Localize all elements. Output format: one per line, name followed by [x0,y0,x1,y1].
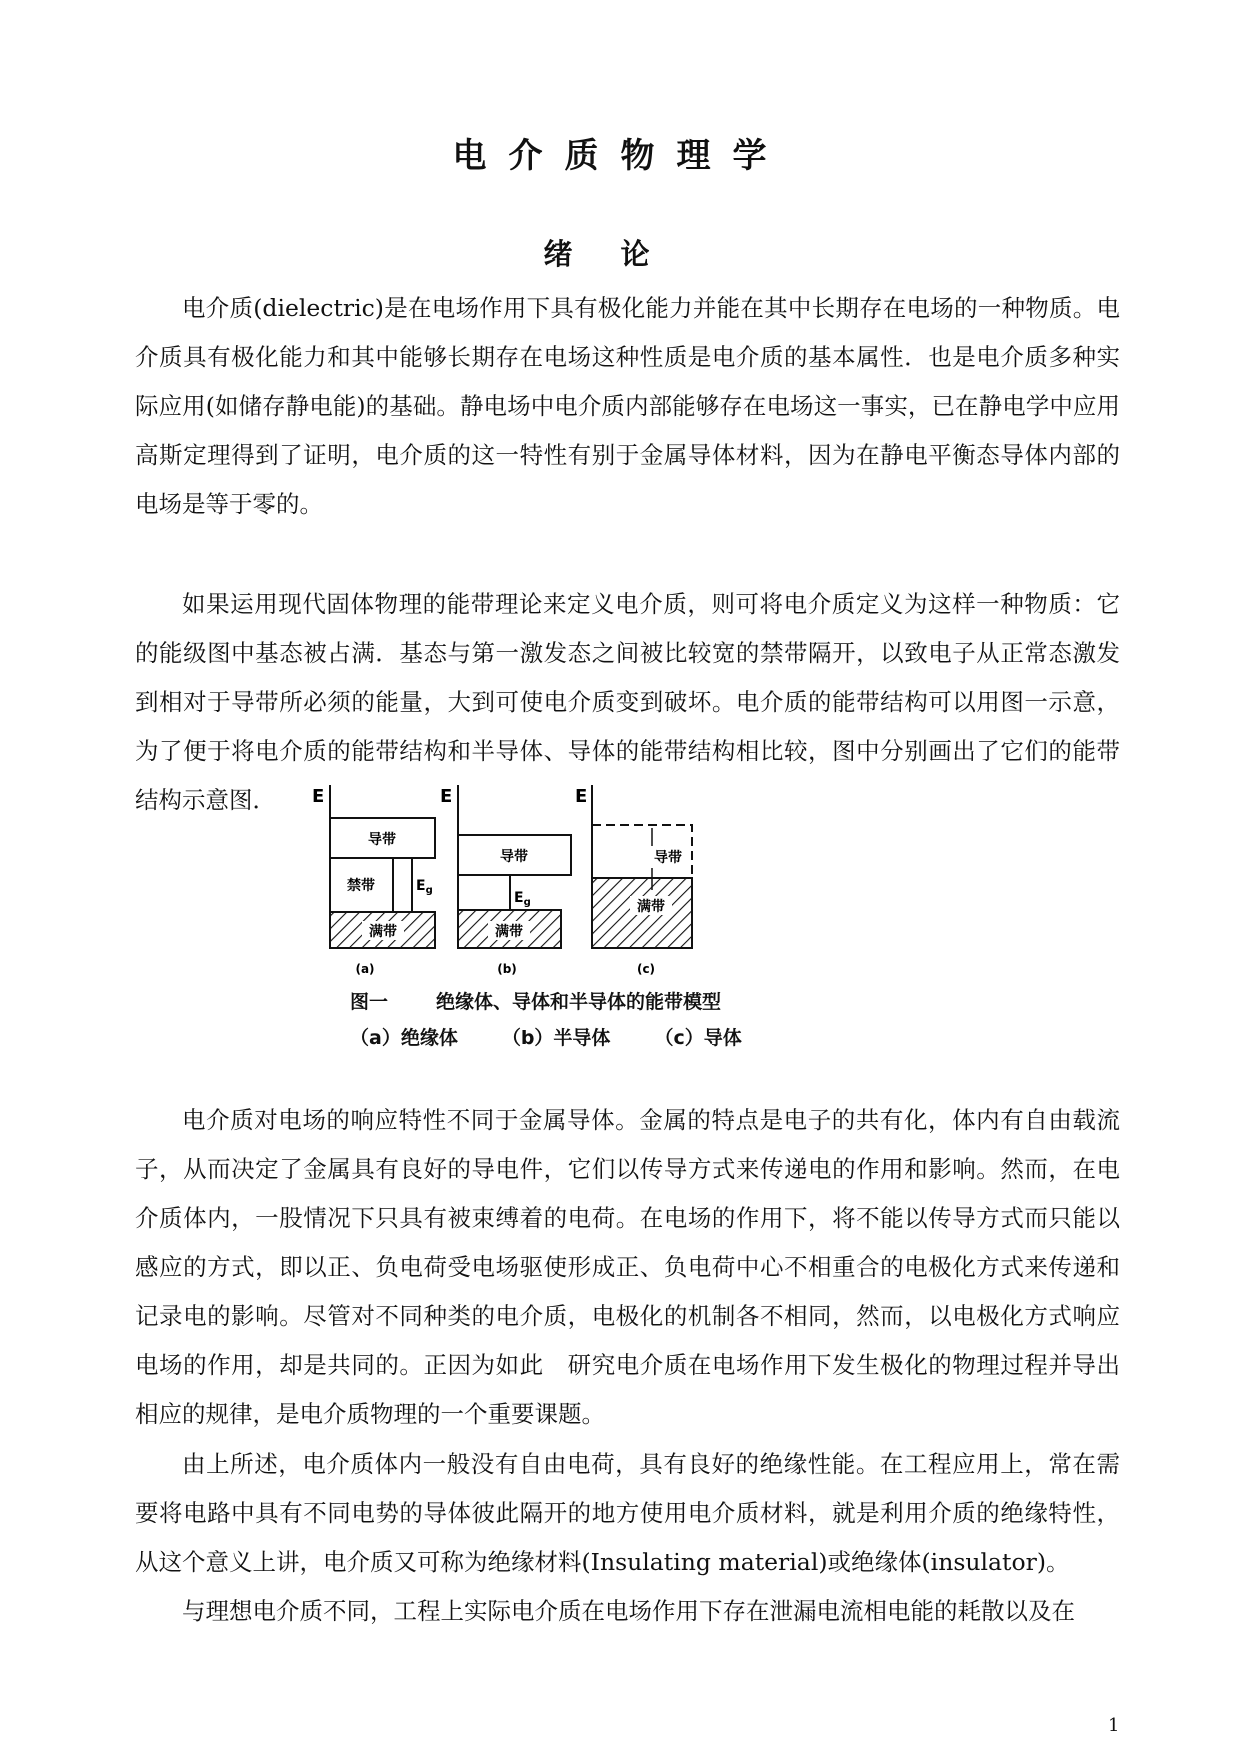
panel-b-conduction-label: 导带 [500,849,528,865]
panel-a-gap-label: $E_g$ [416,878,433,896]
section-heading: 绪论 [543,237,698,271]
caption-item-conductor: （c）导体 [654,1027,742,1049]
panel-a-conduction-label: 导带 [368,832,396,848]
document-title: 电介质物理学 [452,136,789,176]
panel-c-tag: (c) [636,962,656,976]
panel-b-gap-label: $E_g$ [514,890,531,908]
panel-c-axis-label: E [575,786,588,807]
panel-b-semiconductor [440,785,571,976]
panel-c-valence-label: 满带 [637,899,665,915]
caption-item-semiconductor: （b）半导体 [501,1027,611,1049]
energy-band-figure [300,780,800,1060]
panel-c-conduction-label: 导带 [654,850,682,866]
panel-b-valence-label: 满带 [495,924,523,940]
panel-a-valence-label: 满带 [369,924,397,940]
panel-a-insulator [312,785,435,976]
panel-b-tag: (b) [497,962,517,976]
panel-a-axis-label: E [312,786,325,807]
paragraph-4: 由上所述，电介质体内一般没有自由电荷，具有良好的绝缘性能。在工程应用上，常在需要将电路中具有不同电势的导体彼此隔开的地方使用电介质材料，就是利用介质的绝缘特性，从这个意义上讲，电介质又可称为绝缘材料(Insulating material)或绝缘体(insulator)。 [135,1450,1120,1576]
figure-caption-title-line [350,987,721,1014]
panel-a-tag: (a) [355,962,375,976]
page-number: 1 [1108,1715,1120,1736]
caption-item-insulator: （a）绝缘体 [350,1027,458,1049]
figure-number: 图一 [350,991,389,1013]
panel-c-conductor [575,785,692,976]
paragraph-5: 与理想电介质不同，工程上实际电介质在电场作用下存在泄漏电流相电能的耗散以及在 [182,1597,1075,1625]
energy-band-diagram [300,780,800,1060]
paragraph-3: 电介质对电场的响应特性不同于金属导体。金属的特点是电子的共有化，体内有自由载流子，从而决定了金属具有良好的导电件，它们以传导方式来传递电的作用和影响。然而，在电介质体内，一股情况下只具有被束缚着的电荷。在电场的作用下，将不能以传导方式而只能以感应的方式，即以正、负电荷受电场驱使形成正、负电荷中心不相重合的电极化方式来传递和记录电的影响。尽管对不同种类的电介质，电极化的机制各不相同，然而，以电极化方式响应电场的作用，却是共同的。正因为如此 研究电介质在电场作用下发生极化的物理过程并导出相应的规律，是电介质物理的一个重要课题。 [135,1106,1120,1428]
paragraph-1: 电介质(dielectric)是在电场作用下具有极化能力并能在其中长期存在电场的一种物质。电介质具有极化能力和其中能够长期存在电场这种性质是电介质的基本属性．也是电介质多种实际应用(如储存静电能)的基础。静电场中电介质内部能够存在电场这一事实，已在静电学中应用高斯定理得到了证明，电介质的这一特性有别于金属导体材料，因为在静电平衡态导体内部的电场是等于零的。 [135,294,1120,518]
paragraph-2: 如果运用现代固体物理的能带理论来定义电介质，则可将电介质定义为这样一种物质：它的能级图中基态被占满．基态与第一激发态之间被比较宽的禁带隔开，以致电子从正常态激发到相对于导带所必须的能量，大到可使电介质变到破坏。电介质的能带结构可以用图一示意，为了便于将电介质的能带结构和半导体、导体的能带结构相比较，图中分别画出了它们的能带结构示意图． [135,590,1120,814]
figure-caption-items [350,1023,786,1050]
panel-a-forbidden-label: 禁带 [347,878,375,894]
figure-title: 绝缘体、导体和半导体的能带模型 [436,991,722,1013]
panel-b-axis-label: E [440,786,453,807]
